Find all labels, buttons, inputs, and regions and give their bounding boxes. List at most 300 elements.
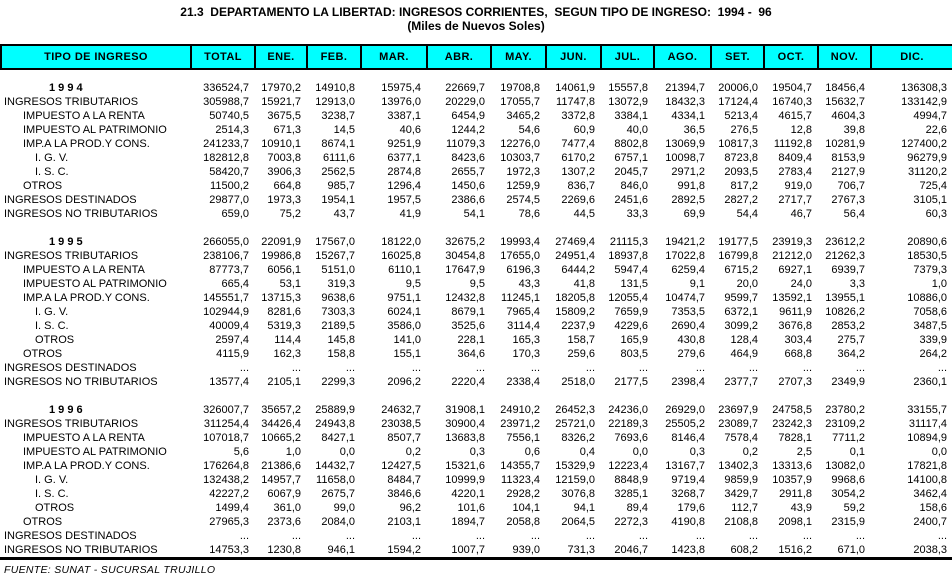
cell-value: 2084,0 — [321, 516, 355, 528]
cell-value: 6111,6 — [322, 152, 355, 164]
cell-value: 10826,2 — [825, 306, 865, 318]
column-header-dic: DIC. — [871, 45, 952, 69]
cell-value: 985,7 — [327, 180, 355, 192]
cell-value: ... — [291, 362, 301, 374]
cell-value: 7353,5 — [671, 306, 705, 318]
cell-value: 3676,8 — [778, 320, 812, 332]
row-label: IMPUESTO A LA RENTA — [23, 110, 145, 122]
table-row — [1, 179, 952, 193]
cell-value: ... — [855, 362, 865, 374]
cell-value: 2574,5 — [506, 194, 540, 206]
cell-value: 7556,1 — [506, 432, 540, 444]
cell-value: 9859,9 — [724, 474, 758, 486]
cell-value: 12055,4 — [608, 292, 648, 304]
cell-value: 4115,9 — [216, 348, 249, 360]
cell-value: 364,6 — [457, 348, 485, 360]
year-value: 15975,4 — [381, 82, 421, 94]
cell-value: 14,5 — [333, 124, 355, 136]
column-header-may: MAY. — [491, 45, 546, 69]
cell-value: ... — [748, 362, 758, 374]
cell-value: 23242,3 — [772, 418, 812, 430]
cell-value: 6715,2 — [724, 264, 758, 276]
cell-value: 112,7 — [731, 502, 758, 514]
cell-value: 21262,3 — [825, 250, 865, 262]
row-label: IMPUESTO A LA RENTA — [23, 432, 145, 444]
year-value: 23612,2 — [825, 236, 865, 248]
cell-value: 43,7 — [333, 208, 355, 220]
cell-value: 9611,9 — [779, 306, 812, 318]
cell-value: 78,6 — [518, 208, 540, 220]
year-value: 24910,2 — [500, 404, 540, 416]
cell-value: 2514,3 — [215, 124, 249, 136]
year-value: 21394,7 — [665, 82, 705, 94]
cell-value: 6444,2 — [561, 264, 595, 276]
table-row — [1, 319, 952, 333]
cell-value: 8153,9 — [831, 152, 865, 164]
cell-value: 2269,6 — [561, 194, 595, 206]
table-row — [1, 333, 952, 347]
column-header-total: TOTAL — [191, 45, 255, 69]
row-label: IMPUESTO AL PATRIMONIO — [23, 446, 167, 458]
cell-value: 155,1 — [393, 348, 421, 360]
cell-value: 14753,3 — [209, 544, 249, 556]
cell-value: 3268,7 — [671, 488, 705, 500]
row-label: IMP.A LA PROD.Y CONS. — [23, 138, 150, 150]
cell-value: 9,5 — [405, 278, 421, 290]
table-row — [1, 347, 952, 361]
cell-value: 671,3 — [273, 124, 301, 136]
cell-value: 42227,2 — [209, 488, 249, 500]
cell-value: 264,2 — [919, 348, 947, 360]
cell-value: 128,4 — [730, 334, 758, 346]
cell-value: 12432,8 — [445, 292, 485, 304]
row-label: OTROS — [23, 516, 63, 528]
cell-value: 41,9 — [399, 208, 421, 220]
cell-value: 2377,7 — [724, 376, 758, 388]
cell-value: 94,1 — [573, 502, 595, 514]
cell-value: 165,3 — [512, 334, 540, 346]
cell-value: 13577,4 — [209, 376, 249, 388]
cell-value: 7303,3 — [321, 306, 355, 318]
cell-value: 1516,2 — [778, 544, 812, 556]
cell-value: 9,5 — [469, 278, 485, 290]
cell-value: 2272,3 — [614, 516, 648, 528]
cell-value: 2360,1 — [913, 376, 947, 388]
year-value: 31908,1 — [445, 404, 485, 416]
row-label: I. S. C. — [35, 166, 69, 178]
cell-value: 96,2 — [399, 502, 421, 514]
column-header-tipodeingreso: TIPO DE INGRESO — [1, 45, 191, 69]
year-value: 266055,0 — [203, 236, 249, 248]
cell-value: 608,2 — [730, 544, 758, 556]
cell-value: 4994,7 — [913, 110, 947, 122]
table-row — [1, 529, 952, 543]
row-label: OTROS — [35, 334, 75, 346]
cell-value: 668,8 — [784, 348, 812, 360]
cell-value: 2827,2 — [724, 194, 758, 206]
cell-value: 6196,3 — [506, 264, 540, 276]
table-row — [1, 305, 952, 319]
cell-value: 0,4 — [579, 446, 595, 458]
cell-value: 2874,8 — [387, 166, 421, 178]
table-row — [1, 277, 952, 291]
cell-value: 10303,7 — [500, 152, 540, 164]
table-row — [1, 361, 952, 375]
cell-value: 20,0 — [736, 278, 758, 290]
cell-value: 14432,7 — [315, 460, 355, 472]
row-label: INGRESOS NO TRIBUTARIOS — [4, 376, 158, 388]
cell-value: 3076,8 — [561, 488, 595, 500]
cell-value: 50740,5 — [209, 110, 249, 122]
row-label: INGRESOS DESTINADOS — [4, 362, 137, 374]
cell-value: 9638,6 — [321, 292, 355, 304]
table-row — [1, 235, 952, 249]
cell-value: 10098,7 — [665, 152, 705, 164]
cell-value: 1230,8 — [267, 544, 301, 556]
cell-value: 10894,9 — [907, 432, 947, 444]
cell-value: 54,6 — [518, 124, 540, 136]
cell-value: 8674,1 — [321, 138, 355, 150]
cell-value: 54,1 — [463, 208, 485, 220]
cell-value: 2783,4 — [778, 166, 812, 178]
cell-value: 1307,2 — [561, 166, 595, 178]
year-value: 32675,2 — [445, 236, 485, 248]
cell-value: 40009,4 — [209, 320, 249, 332]
table-row — [1, 291, 952, 305]
row-label: IMPUESTO AL PATRIMONIO — [23, 124, 167, 136]
cell-value: 2911,8 — [779, 488, 812, 500]
table-header-row — [1, 45, 952, 69]
cell-value: 33,3 — [626, 208, 648, 220]
cell-value: 3372,8 — [561, 110, 595, 122]
cell-value: 53,1 — [279, 278, 301, 290]
table-row — [1, 487, 952, 501]
cell-value: 8679,1 — [451, 306, 485, 318]
cell-value: 176264,8 — [203, 460, 249, 472]
cell-value: 2655,7 — [451, 166, 485, 178]
cell-value: 1423,8 — [671, 544, 705, 556]
cell-value: 145551,7 — [203, 292, 249, 304]
cell-value: 8848,9 — [614, 474, 648, 486]
cell-value: 44,5 — [573, 208, 595, 220]
cell-value: 145,8 — [327, 334, 355, 346]
row-label: IMPUESTO AL PATRIMONIO — [23, 278, 167, 290]
cell-value: 40,6 — [399, 124, 421, 136]
cell-value: 30900,4 — [445, 418, 485, 430]
cell-value: 665,4 — [221, 278, 249, 290]
cell-value: 10281,9 — [825, 138, 865, 150]
table-row — [1, 193, 952, 207]
cell-value: 75,2 — [279, 208, 301, 220]
cell-value: 13402,3 — [718, 460, 758, 472]
year-value: 14910,8 — [315, 82, 355, 94]
cell-value: ... — [638, 362, 648, 374]
cell-value: 3,3 — [849, 278, 865, 290]
cell-value: 15329,9 — [555, 460, 595, 472]
cell-value: 2707,3 — [778, 376, 812, 388]
cell-value: 1594,2 — [387, 544, 421, 556]
cell-value: 3525,6 — [451, 320, 485, 332]
column-header-oct: OCT. — [764, 45, 818, 69]
cell-value: 36,5 — [683, 124, 705, 136]
cell-value: 3586,0 — [387, 320, 421, 332]
row-label: INGRESOS NO TRIBUTARIOS — [4, 544, 158, 556]
year-value: 24236,0 — [608, 404, 648, 416]
cell-value: 14355,7 — [500, 460, 540, 472]
cell-value: ... — [695, 362, 705, 374]
cell-value: 339,9 — [919, 334, 947, 346]
cell-value: 0,1 — [849, 446, 865, 458]
cell-value: 46,7 — [790, 208, 812, 220]
cell-value: 43,3 — [518, 278, 540, 290]
cell-value: ... — [585, 362, 595, 374]
cell-value: 2518,0 — [561, 376, 595, 388]
cell-value: 24943,8 — [315, 418, 355, 430]
cell-value: ... — [695, 530, 705, 542]
row-label: I. G. V. — [35, 152, 69, 164]
cell-value: 131,5 — [620, 278, 648, 290]
year-value: 26452,3 — [555, 404, 595, 416]
row-label: INGRESOS NO TRIBUTARIOS — [4, 208, 158, 220]
cell-value: 2315,9 — [831, 516, 865, 528]
year-value: 19993,4 — [500, 236, 540, 248]
cell-value: 2338,4 — [506, 376, 540, 388]
cell-value: 2096,2 — [387, 376, 421, 388]
cell-value: 3285,1 — [614, 488, 648, 500]
cell-value: 8507,7 — [387, 432, 421, 444]
cell-value: 1894,7 — [451, 516, 485, 528]
cell-value: 9251,9 — [387, 138, 421, 150]
cell-value: 101,6 — [457, 502, 485, 514]
cell-value: 2386,6 — [451, 194, 485, 206]
cell-value: 275,7 — [837, 334, 865, 346]
year-value: 23919,3 — [772, 236, 812, 248]
cell-value: 3099,2 — [724, 320, 758, 332]
cell-value: 18530,5 — [907, 250, 947, 262]
cell-value: 2597,4 — [215, 334, 249, 346]
cell-value: 3846,6 — [387, 488, 421, 500]
cell-value: 10910,1 — [261, 138, 301, 150]
year-value: 22669,7 — [445, 82, 485, 94]
cell-value: 817,2 — [730, 180, 758, 192]
cell-value: ... — [475, 530, 485, 542]
cell-value: 2767,3 — [831, 194, 865, 206]
cell-value: 1259,9 — [506, 180, 540, 192]
cell-value: 303,4 — [784, 334, 812, 346]
year-value: 18456,4 — [825, 82, 865, 94]
year-value: 326007,7 — [203, 404, 249, 416]
table-row — [1, 207, 952, 221]
cell-value: 43,9 — [790, 502, 812, 514]
cell-value: 9751,1 — [387, 292, 421, 304]
table-row — [1, 389, 952, 403]
cell-value: 18937,8 — [608, 250, 648, 262]
cell-value: 5319,3 — [267, 320, 301, 332]
year-value: 15557,8 — [608, 82, 648, 94]
year-label: 1 9 9 4 — [49, 82, 83, 94]
cell-value: 15921,7 — [261, 96, 301, 108]
cell-value: 4334,1 — [671, 110, 705, 122]
cell-value: 60,3 — [925, 208, 947, 220]
cell-value: 162,3 — [273, 348, 301, 360]
cell-value: 2451,6 — [614, 194, 648, 206]
cell-value: 13313,6 — [772, 460, 812, 472]
cell-value: 7379,3 — [913, 264, 947, 276]
cell-value: 11192,8 — [773, 138, 812, 150]
cell-value: 3462,4 — [913, 488, 947, 500]
cell-value: 127400,2 — [901, 138, 947, 150]
source-note: FUENTE: SUNAT - SUCURSAL TRUJILLO — [4, 564, 216, 575]
cell-value: 430,8 — [677, 334, 705, 346]
cell-value: 40,0 — [626, 124, 648, 136]
cell-value: 1957,5 — [387, 194, 421, 206]
cell-value: ... — [748, 530, 758, 542]
cell-value: 96279,9 — [907, 152, 947, 164]
cell-value: 11658,0 — [316, 474, 355, 486]
cell-value: 228,1 — [457, 334, 485, 346]
year-value: 23697,9 — [718, 404, 758, 416]
year-value: 20890,6 — [907, 236, 947, 248]
table-row — [1, 95, 952, 109]
cell-value: 2349,9 — [831, 376, 865, 388]
column-header-ago: AGO. — [654, 45, 711, 69]
cell-value: 2928,2 — [506, 488, 540, 500]
cell-value: 238106,7 — [203, 250, 249, 262]
column-header-abr: ABR. — [427, 45, 491, 69]
cell-value: 9719,4 — [671, 474, 705, 486]
cell-value: 58420,7 — [209, 166, 249, 178]
table-row — [1, 375, 952, 389]
cell-value: 12,8 — [790, 124, 812, 136]
cell-value: 2562,5 — [321, 166, 355, 178]
cell-value: ... — [239, 530, 249, 542]
cell-value: 2,5 — [796, 446, 812, 458]
table-row — [1, 263, 952, 277]
cell-value: 8409,4 — [778, 152, 812, 164]
cell-value: 2105,1 — [267, 376, 301, 388]
cell-value: 3105,1 — [913, 194, 947, 206]
cell-value: 2717,7 — [778, 194, 812, 206]
cell-value: 11079,3 — [446, 138, 485, 150]
spacer-cell — [1, 389, 952, 403]
cell-value: 87773,7 — [209, 264, 249, 276]
cell-value: 107018,7 — [203, 432, 249, 444]
year-value: 19504,7 — [772, 82, 812, 94]
cell-value: 2093,5 — [724, 166, 758, 178]
cell-value: 706,7 — [837, 180, 865, 192]
cell-value: ... — [345, 362, 355, 374]
cell-value: 1296,4 — [387, 180, 421, 192]
cell-value: 9968,6 — [831, 474, 865, 486]
cell-value: 4229,6 — [614, 320, 648, 332]
cell-value: 158,7 — [567, 334, 595, 346]
cell-value: 182812,8 — [203, 152, 249, 164]
cell-value: 114,4 — [274, 334, 301, 346]
cell-value: 664,8 — [273, 180, 301, 192]
cell-value: 2045,7 — [614, 166, 648, 178]
cell-value: ... — [530, 362, 540, 374]
cell-value: 0,2 — [742, 446, 758, 458]
cell-value: 20229,0 — [445, 96, 485, 108]
cell-value: 9599,7 — [724, 292, 758, 304]
cell-value: 4604,3 — [831, 110, 865, 122]
cell-value: ... — [239, 362, 249, 374]
cell-value: 8326,2 — [561, 432, 595, 444]
row-label: IMPUESTO A LA RENTA — [23, 264, 145, 276]
year-value: 25889,9 — [315, 404, 355, 416]
cell-value: ... — [411, 362, 421, 374]
cell-value: 18205,8 — [555, 292, 595, 304]
cell-value: 11747,8 — [556, 96, 595, 108]
cell-value: ... — [802, 530, 812, 542]
cell-value: 8484,7 — [387, 474, 421, 486]
cell-value: 10357,9 — [772, 474, 812, 486]
cell-value: 21386,6 — [261, 460, 301, 472]
year-value: 19421,2 — [665, 236, 705, 248]
cell-value: 1,0 — [285, 446, 301, 458]
row-label: INGRESOS TRIBUTARIOS — [4, 418, 139, 430]
cell-value: 2098,1 — [778, 516, 812, 528]
cell-value: 17821,8 — [907, 460, 947, 472]
cell-value: 89,4 — [626, 502, 648, 514]
row-label: INGRESOS DESTINADOS — [4, 530, 137, 542]
year-value: 35657,2 — [261, 404, 301, 416]
cell-value: 133142,9 — [901, 96, 947, 108]
cell-value: 29877,0 — [209, 194, 249, 206]
cell-value: 6372,1 — [724, 306, 758, 318]
cell-value: 6024,1 — [387, 306, 421, 318]
cell-value: 3675,5 — [267, 110, 301, 122]
column-header-set: SET. — [711, 45, 764, 69]
cell-value: 21212,0 — [772, 250, 812, 262]
cell-value: 10817,3 — [718, 138, 758, 150]
cell-value: 2853,2 — [831, 320, 865, 332]
year-value: 24632,7 — [381, 404, 421, 416]
cell-value: 15267,7 — [315, 250, 355, 262]
cell-value: 7578,4 — [724, 432, 758, 444]
cell-value: 3487,5 — [913, 320, 947, 332]
cell-value: 3387,1 — [387, 110, 421, 122]
cell-value: 15809,2 — [555, 306, 595, 318]
cell-value: 6454,9 — [451, 110, 485, 122]
cell-value: ... — [585, 530, 595, 542]
cell-value: 23089,7 — [718, 418, 758, 430]
cell-value: 10999,9 — [445, 474, 485, 486]
cell-value: 305988,7 — [203, 96, 249, 108]
cell-value: 2064,5 — [561, 516, 595, 528]
cell-value: 8281,6 — [267, 306, 301, 318]
cell-value: 22,6 — [925, 124, 947, 136]
cell-value: 31117,4 — [908, 418, 947, 430]
cell-value: 13069,9 — [665, 138, 705, 150]
year-value: 19177,5 — [718, 236, 758, 248]
cell-value: 8146,4 — [671, 432, 705, 444]
cell-value: 2103,1 — [387, 516, 421, 528]
row-label: I. S. C. — [35, 320, 69, 332]
cell-value: 3238,7 — [321, 110, 355, 122]
cell-value: 24,0 — [790, 278, 812, 290]
cell-value: 12159,0 — [555, 474, 595, 486]
row-label: OTROS — [35, 502, 75, 514]
cell-value: 17055,7 — [500, 96, 540, 108]
cell-value: 3054,2 — [831, 488, 865, 500]
year-value: 33155,7 — [907, 404, 947, 416]
cell-value: ... — [530, 530, 540, 542]
table-row — [1, 459, 952, 473]
cell-value: 179,6 — [677, 502, 705, 514]
year-value: 21115,3 — [609, 236, 648, 248]
report-subtitle: (Miles de Nuevos Soles) — [407, 19, 545, 33]
